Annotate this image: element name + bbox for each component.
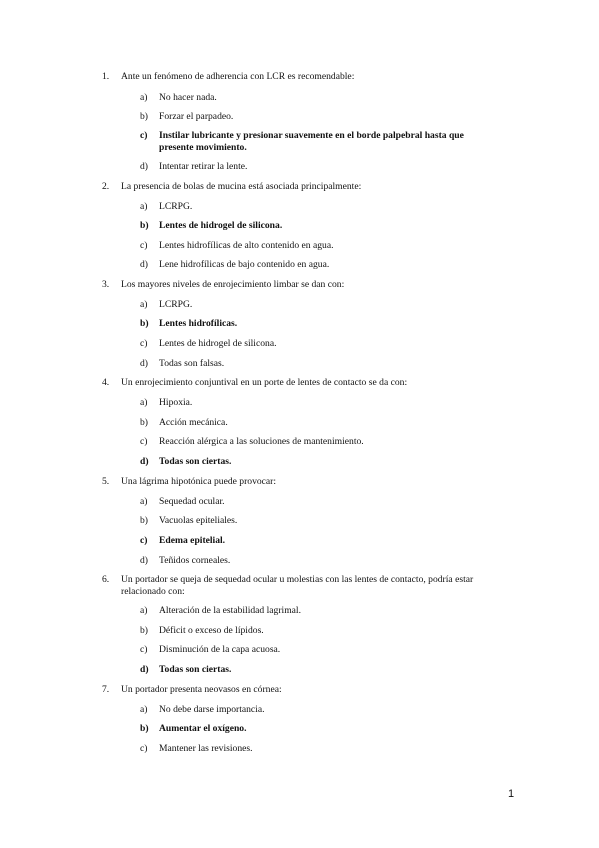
option-text: LCRPG. [159,201,193,212]
option-letter: d) [140,456,149,467]
option-text: Forzar el parpadeo. [159,111,234,122]
question-text: Un portador se queja de sequedad ocular u molestias con las lentes de contacto, podría estar relacionado con: [121,574,474,597]
option-letter: a) [140,201,148,212]
option-text: Mantener las revisiones. [159,743,253,754]
option-letter: a) [140,605,148,616]
option-letter: c) [140,743,148,754]
page-number: 1 [508,788,515,800]
question-number: 1. [102,71,110,82]
option-text: Lentes hidrofílicas de alto contenido en agua. [159,240,334,251]
question-text: Una lágrima hipotónica puede provocar: [121,476,277,487]
option-text: Aumentar el oxígeno. [159,723,247,734]
option-letter: b) [140,723,149,734]
option-letter: d) [140,664,149,675]
option-text: Alteración de la estabilidad lagrimal. [159,605,301,616]
option-text: Lentes de hidrogel de silicona. [159,220,283,231]
option-text: Disminución de la capa acuosa. [159,644,281,655]
option-text: Lentes de hidrogel de silicona. [159,338,277,349]
option-text: Teñidos corneales. [159,555,231,566]
question-text: Un portador presenta neovasos en córnea: [121,684,282,695]
option-letter: c) [140,130,148,141]
option-text: Lentes hidrofílicas. [159,318,238,329]
option-letter: c) [140,240,148,251]
option-letter: a) [140,704,148,715]
option-text: Todas son ciertas. [159,664,232,675]
option-letter: c) [140,535,148,546]
option-text: Sequedad ocular. [159,496,225,507]
question-text: Los mayores niveles de enrojecimiento limbar se dan con: [121,279,345,290]
option-letter: a) [140,92,148,103]
option-text: Hipoxia. [159,397,193,408]
option-text: Déficit o exceso de lípidos. [159,625,264,636]
option-text: No debe darse importancia. [159,704,265,715]
option-text: Acción mecánica. [159,417,228,428]
option-letter: b) [140,515,148,526]
option-letter: d) [140,555,148,566]
question-text: Un enrojecimiento conjuntival en un porte de lentes de contacto se da con: [121,377,408,388]
option-letter: d) [140,259,148,270]
option-text: Reacción alérgica a las soluciones de mantenimiento. [159,436,364,447]
question-text: La presencia de bolas de mucina está asociada principalmente: [121,181,362,192]
question-number: 3. [102,279,110,290]
option-text: Lene hidrofílicas de bajo contenido en agua. [159,259,330,270]
question-number: 7. [102,684,110,695]
option-text: Instilar lubricante y presionar suavemente en el borde palpebral hasta que presente movimiento. [159,130,464,153]
option-letter: c) [140,436,148,447]
option-letter: b) [140,318,149,329]
option-letter: b) [140,625,148,636]
question-number: 6. [102,574,110,585]
option-letter: b) [140,220,149,231]
question-number: 2. [102,181,110,192]
option-text: Vacuolas epiteliales. [159,515,238,526]
option-text: No hacer nada. [159,92,217,103]
option-letter: b) [140,111,148,122]
question-number: 5. [102,476,110,487]
option-text: Todas son falsas. [159,358,225,369]
question-number: 4. [102,377,110,388]
option-letter: d) [140,358,148,369]
option-text: Edema epitelial. [159,535,226,546]
option-letter: a) [140,299,148,310]
option-letter: b) [140,417,148,428]
option-text: Intentar retirar la lente. [159,161,248,172]
option-letter: a) [140,397,148,408]
option-letter: a) [140,496,148,507]
option-text: Todas son ciertas. [159,456,232,467]
question-text: Ante un fenómeno de adherencia con LCR es recomendable: [121,71,355,82]
option-letter: d) [140,161,148,172]
option-letter: c) [140,644,148,655]
option-text: LCRPG. [159,299,193,310]
option-letter: c) [140,338,148,349]
